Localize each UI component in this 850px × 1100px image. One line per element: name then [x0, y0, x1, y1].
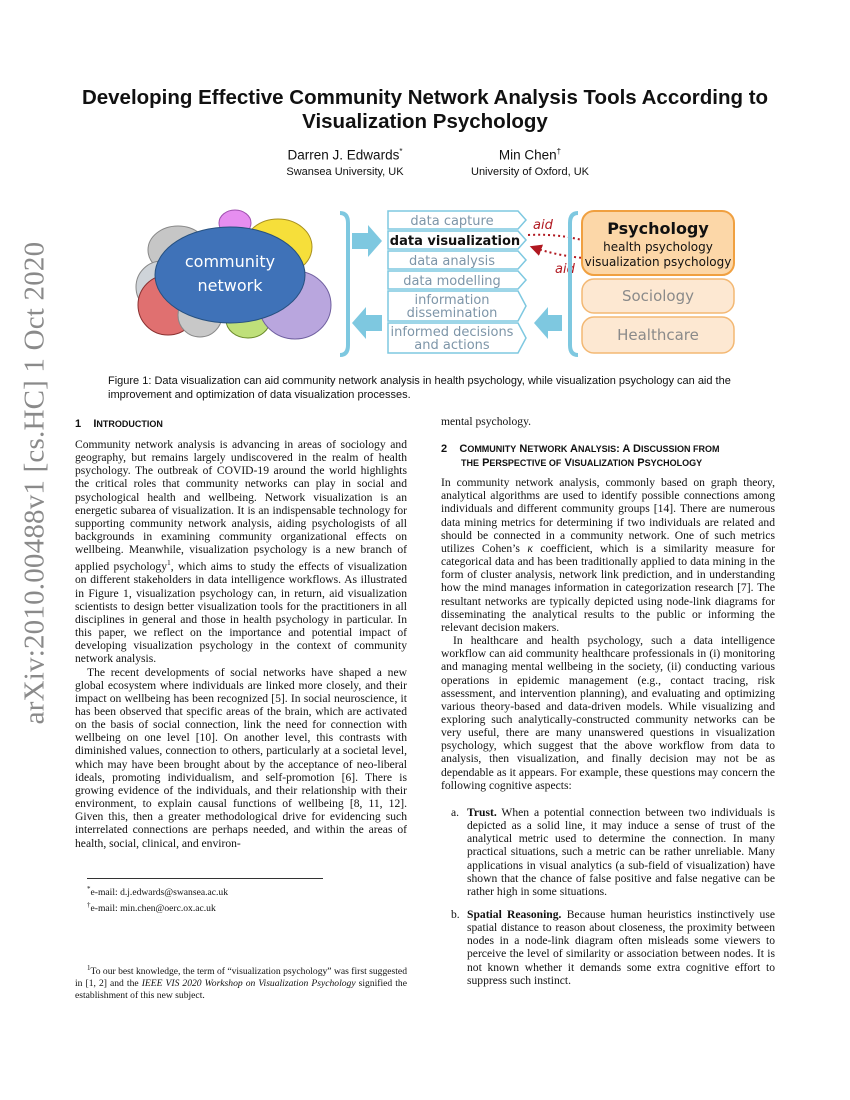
stage-data-capture: data capture [410, 214, 494, 229]
stage-data-modelling: data modelling [403, 274, 501, 289]
figure-caption: Figure 1: Data visualization can aid community network analysis in health psychology, while visualization psychology can aid the improvement and optimization of data visualization processes. [108, 375, 731, 401]
arrow-right-icon [352, 225, 382, 257]
arrow-left-icon [534, 307, 562, 339]
stage-dissemination: dissemination [406, 306, 498, 321]
list-item-trust: a. Trust. When a potential connection between two individuals is depicted as a solid line, it may induce a sense of trust of the analytical metric used to determine the connection. In many practical situations, such a metric can be rather unreliable. Many applications in visual analytics (a sub-field of visualization) have shown that the chance of false positive and false negative can be rather high in some situations. [451, 805, 775, 898]
author-2: Min Chen† University of Oxford, UK [430, 147, 630, 178]
stage-data-visualization: data visualization [389, 234, 521, 249]
intro-paragraph-1: Community network analysis is advancing in areas of sociology and geography, but remains largely undiscovered in the realm of health psychology. The outbreak of COVID-19 around the world highlights the critical roles that community networks can play in social and psychological health and wellbeing. Network visualization is an energetic subarea of visualization. It is an indispensable technology for supporting community network analysis, aiding psychologists of all backgrounds in examining community organizational effects on wellbeing. Meanwhile, visualization psychology is a new branch of applied psychology$^1$, which aims to study the effects of visualization on different stakeholders in data intelligence workflows. As illustrated in Figure 1, visualization psychology can, in return, aid visualization scientists to design better visualization tools for the practitioners in all disciplines in general and those in health psychology in particular. In this paper, we reflect on the importance and potential impact of developing visualization psychology in the context of community network analysis. [75, 438, 407, 666]
continuation-line: mental psychology. [441, 415, 532, 428]
section-2-paragraph-1: In community network analysis, commonly based on graph theory, analytical algorithms are used to identify possible connections among individuals and different community groups [14]. There are numerous data mining metrics for determining if two individuals are related and should be connected in a community network. One of such metrics utilizes Cohen’s κ coefficient, which is a similarity measure for categorical data and has been traditionally applied to data mining in the form of cluster analysis, network link prediction, and in understanding how the mind manages information in categorization research [7]. The resultant networks are typically depicted using node-link diagrams for disseminating the analytical results to the public or informing the relevant decision makers. [441, 476, 775, 634]
author-affiliation: Swansea University, UK [286, 165, 404, 178]
author-affiliation: University of Oxford, UK [471, 165, 589, 178]
author-name: Darren J. Edwards [287, 147, 400, 163]
title-line-2: Visualization Psychology [302, 110, 548, 133]
visualization-psychology-label: visualization psychology [584, 255, 732, 269]
author-1: Darren J. Edwards* Swansea University, UK [245, 147, 445, 178]
figure-1 [130, 205, 740, 365]
section-2-paragraph-2: In healthcare and health psychology, such a data intelligence workflow can aid community healthcare professionals in (i) monitoring and managing mental wellbeing in the society, (ii) conducting various operations in epidemic management (e.g., contact tracing, risk assessment, and intervention planning), and evaluating and optimizing various theory-based and data-driven models. While visualizing and exploring such analytically-constructed community networks can be very useful, there are many unanswered questions in visualization psychology, which suggest that the above workflow from data to analysis, then visualization, and finally decision may not be as dependable as it appears. For example, these questions may concern the following cognitive aspects: [441, 634, 775, 792]
healthcare-label: Healthcare [617, 326, 699, 344]
footnote-rule [87, 878, 323, 879]
author-name: Min Chen [498, 147, 557, 163]
right-bracket [570, 213, 578, 355]
section-1-heading: 1 INTRODUCTION [75, 418, 163, 430]
intro-paragraph-2: The recent developments of social networks have shaped a new global ecosystem where individuals are linked more closely, and their impact on wellbeing has been recognized [5]. In social neuroscience, it has been observed that specific areas of the brain, which are activated on the basis of social connection, link the need for connection with wellbeing on one level [10]. On another level, this contrasts with diminished values, connection to others, particularly at a societal level, which may have been brought about by the acceptance of neo-liberal ideals, promoting individualism, and self-promotion [6]. There is growing evidence of the individuals, and their relationship with their environment, to explain causal functions of wellbeing [8, 11, 12]. Given this, then a greater methodological drive for evidencing such interrelated connections are perhaps needed, and within the areas of health, social, clinical, and environ- [75, 665, 407, 850]
health-psychology-label: health psychology [603, 240, 713, 254]
email-footnotes: *e-mail: d.j.edwards@swansea.ac.uk †e-mail: min.chen@oerc.ox.ac.uk [87, 885, 229, 915]
aid-label-top: aid [533, 218, 553, 233]
cloud-label-line-2: network [197, 276, 263, 295]
workflow-stages [388, 211, 526, 353]
aid-label-bottom: aid [555, 262, 575, 277]
stage-and-actions: and actions [414, 338, 490, 353]
stage-data-analysis: data analysis [408, 254, 496, 269]
list-item-spatial-reasoning: b. Spatial Reasoning. Because human heuristics instinctively use spatial distance to reason about closeness, the proximity between nodes in a node-link diagram often misleads some viewers to perceive the level of similarity or association between nodes. It is not known whether it demands some extra cognitive effort to suppress such instinct. [451, 908, 775, 987]
section-2-heading: 2 COMMUNITY NETWORK ANALYSIS: A DISCUSSION FROM THE PERSPECTIVE OF VISUALIZATION PSYCHOLOGY [441, 443, 720, 470]
title-line-1: Developing Effective Community Network Analysis Tools According to [81, 86, 769, 109]
sociology-label: Sociology [621, 287, 695, 305]
email-edwards: e-mail: d.j.edwards@swansea.ac.uk [90, 887, 229, 899]
arrow-left-icon [352, 307, 382, 339]
email-chen: e-mail: min.chen@oerc.ox.ac.uk [90, 903, 216, 915]
stage-informed-decisions: informed decisions [390, 325, 514, 340]
arxiv-identifier: arXiv:2010.00488v1 [cs.HC] 1 Oct 2020 [18, 241, 51, 724]
left-bracket [340, 213, 348, 355]
footnote-1: $^1$To our best knowledge, the term of “visualization psychology” was first suggested in [1, 2] and the IEEE VIS 2020 Workshop on Visualization Psychology signified the establishment of this new subject. [75, 964, 407, 1002]
paper-title [70, 86, 780, 134]
left-column [75, 417, 407, 850]
psychology-label: Psychology [607, 219, 709, 238]
community-network-cloud [136, 210, 331, 339]
cloud-label-line-1: community [184, 252, 276, 271]
stage-information: information [414, 293, 490, 308]
right-column [441, 415, 775, 987]
